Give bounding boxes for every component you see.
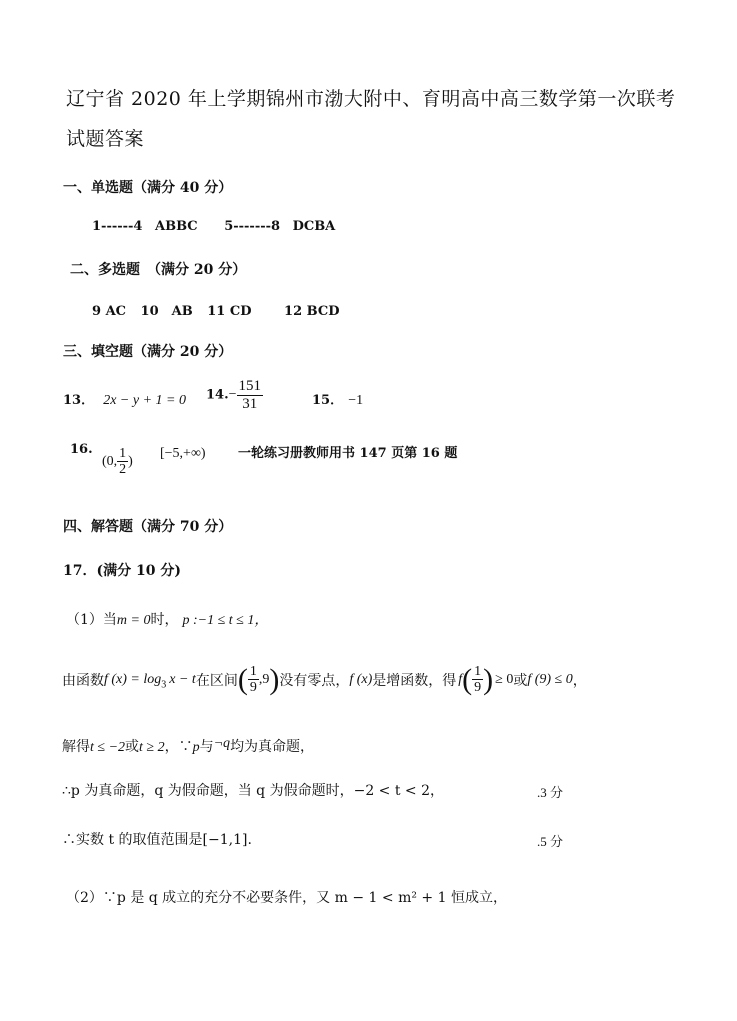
p3-or: 或	[125, 739, 140, 755]
p2-or: 或	[513, 672, 528, 689]
p2-text-a: 由函数	[62, 672, 104, 689]
multi-choice-answers	[92, 300, 340, 319]
p2-text-b: 在区间	[195, 672, 238, 689]
q17-range-line: ∴实数 t 的取值范围是[−1,1].	[62, 832, 252, 848]
p3-text-e: 与	[199, 739, 214, 755]
range2: 5-------8	[224, 219, 281, 234]
p1-text-b: 时，	[150, 612, 179, 628]
q17-solve-line	[62, 736, 314, 756]
p2-f: f	[458, 671, 463, 687]
q14-numerator: 151	[238, 378, 262, 394]
p3-text-f: 均为真命题，	[230, 739, 315, 755]
p2-function: f (x) = log	[104, 671, 162, 687]
p2-left-paren: (	[237, 662, 248, 696]
answers1: ABBC	[155, 219, 198, 234]
answer-15	[312, 389, 363, 409]
p2-f9: f (9) ≤ 0	[527, 671, 573, 687]
q15-label: 15．	[312, 393, 344, 408]
q17-p-true-line: ∴p 为真命题，q 为假命题，当 q 为假命题时，−2 < t < 2，	[62, 783, 445, 799]
q16-note: 一轮练习册教师用书 147 页第 16 题	[238, 446, 458, 461]
p2-arg-den: 9	[474, 680, 482, 696]
p2-geq: ≥ 0	[495, 671, 514, 687]
p2-left-paren-2: (	[462, 662, 473, 696]
q13-label: 13．	[63, 393, 95, 408]
multi-answer-11: 11 CD	[207, 304, 252, 319]
p2-text-d: 是增函数，得	[372, 672, 457, 689]
q16-fraction	[117, 446, 128, 478]
answers2: DCBA	[292, 219, 336, 234]
p2-arg-num: 1	[474, 664, 482, 679]
multi-answer-9: 9 AC	[92, 304, 127, 319]
multi-answer-12: 12 BCD	[284, 304, 340, 319]
p2-right-paren-2: )	[483, 662, 494, 696]
section2-heading: 二、多选题 （满分 20 分）	[70, 262, 247, 278]
page-title-line2: 试题答案	[66, 128, 145, 150]
section1-heading: 一、单选题（满分 40 分）	[63, 180, 233, 196]
answer-13	[63, 389, 186, 409]
q17-heading: 17．(满分 10 分)	[63, 563, 181, 579]
q14-sign: −	[228, 387, 237, 402]
multi-answer-10: 10 AB	[140, 304, 193, 319]
p2-right-paren: )	[269, 662, 280, 696]
q17-part1-line	[66, 609, 268, 629]
q16-denominator: 2	[119, 462, 127, 478]
q16-left-bracket: (0,	[102, 453, 118, 469]
p2-text-c: 没有零点，	[279, 672, 350, 689]
answer-14	[206, 378, 263, 412]
p2-log-base: 3	[161, 679, 167, 691]
p1-m: m = 0	[116, 613, 151, 628]
q16-second-answer: [−5,+∞)	[160, 446, 206, 461]
q16-first-answer	[102, 446, 133, 478]
p2-function-arg: x − t	[169, 671, 196, 687]
p2-fraction-arg	[472, 664, 483, 696]
page-title-line1: 辽宁省 2020 年上学期锦州市渤大附中、育明高中高三数学第一次联考	[66, 88, 676, 110]
p3-t-leq: t ≤ −2	[90, 740, 126, 755]
range1: 1------4	[92, 219, 143, 234]
p3-text-d: ，∵	[164, 739, 193, 755]
score-3: .3 分	[537, 785, 564, 800]
p1-proposition-p: p :−1 ≤ t ≤ 1，	[182, 613, 269, 628]
p3-p: p	[192, 740, 200, 755]
q14-denominator: 31	[242, 395, 258, 412]
q15-value: −1	[348, 393, 364, 408]
section3-heading: 三、填空题（满分 20 分）	[63, 344, 233, 360]
q16-label: 16.	[70, 442, 93, 457]
q14-fraction	[237, 378, 264, 412]
p2-fx: f (x)	[349, 671, 373, 687]
p2-interval-num: 1	[249, 664, 257, 679]
p3-t-geq: t ≥ 2	[139, 740, 165, 755]
q17-function-line	[62, 664, 587, 696]
p3-text-a: 解得	[62, 739, 90, 755]
score-5: .5 分	[537, 834, 564, 849]
p3-not-q: ¬q	[213, 736, 231, 751]
q14-label: 14.	[206, 387, 229, 403]
section4-heading: 四、解答题（满分 70 分）	[63, 519, 233, 535]
q13-expression: 2x − y + 1 = 0	[103, 393, 186, 408]
q16-numerator: 1	[119, 446, 127, 461]
p1-text-a: （1）当	[66, 612, 117, 628]
p2-interval-right: ,9	[258, 671, 270, 687]
single-choice-answers	[92, 219, 335, 234]
p2-end: ，	[572, 672, 587, 689]
q16-right-bracket: )	[128, 453, 133, 469]
q17-part2-line: （2）∵p 是 q 成立的充分不必要条件，又 m − 1 < m² + 1 恒成立，	[66, 890, 507, 906]
p2-interval-fraction	[248, 664, 259, 696]
p2-interval-den: 9	[249, 680, 257, 696]
